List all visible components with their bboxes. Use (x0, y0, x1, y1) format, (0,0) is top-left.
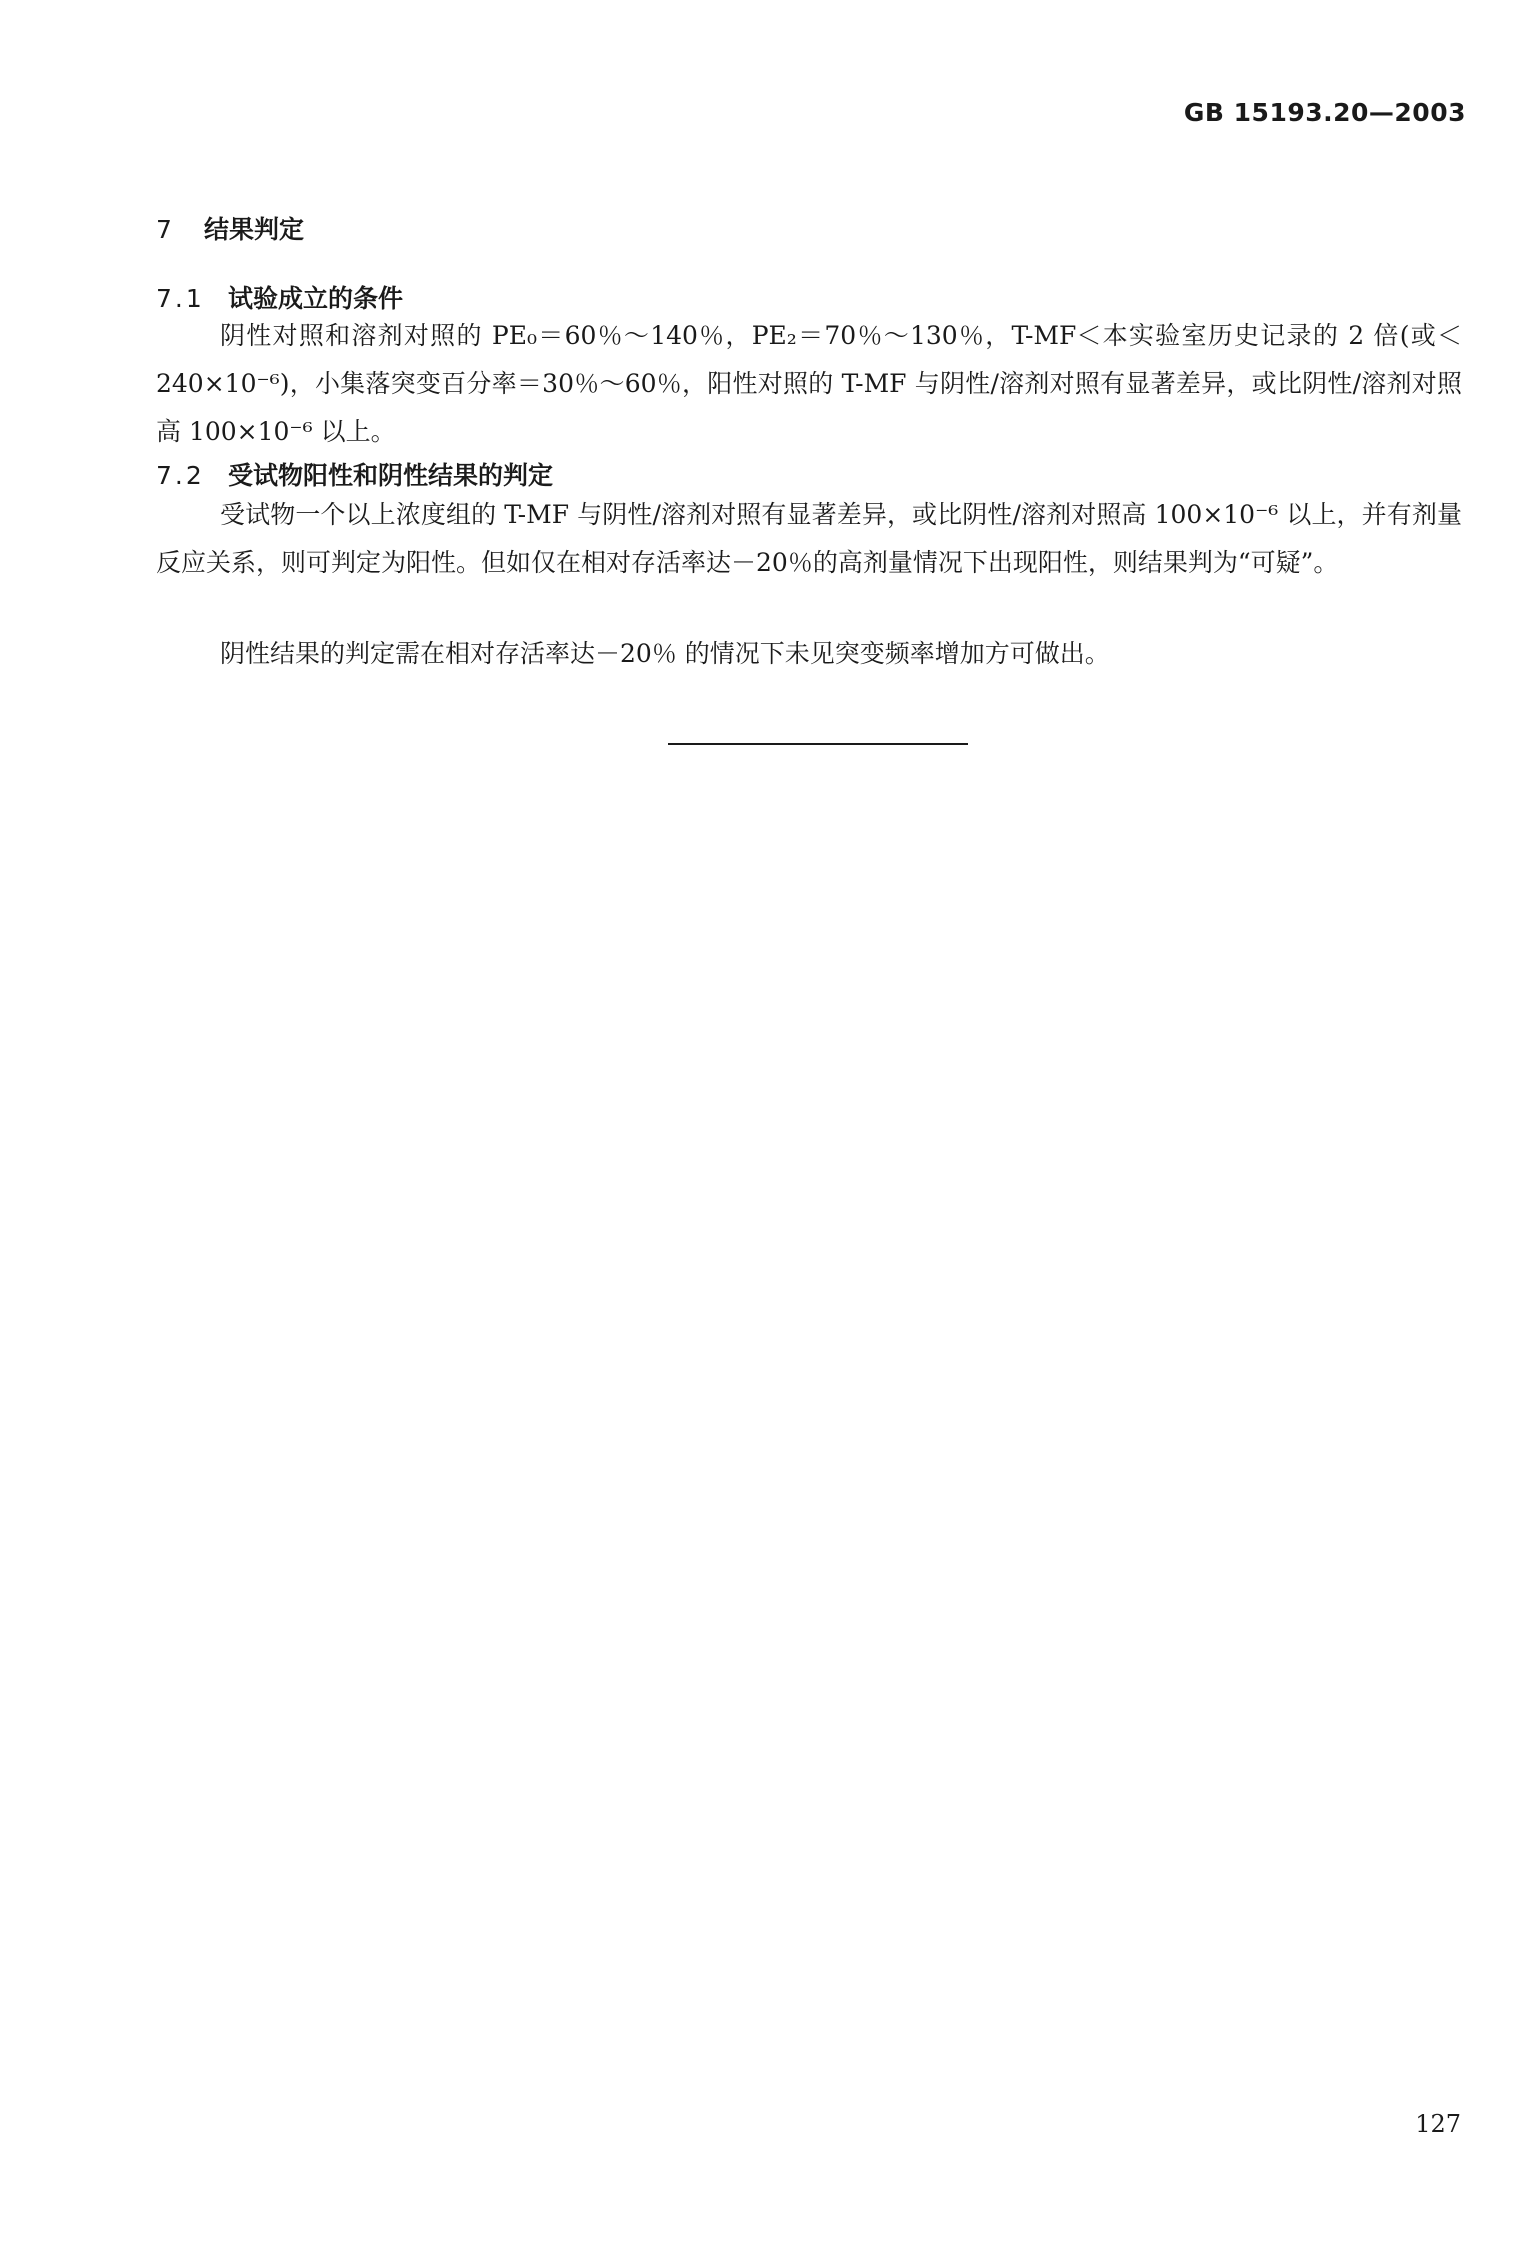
end-rule (668, 743, 968, 745)
section-title: 结果判定 (204, 215, 305, 244)
standard-number: GB 15193.20—2003 (1183, 98, 1466, 127)
paragraph: 受试物一个以上浓度组的 T-MF 与阴性/溶剂对照有显著差异，或比阴性/溶剂对照高 100×10⁻⁶ 以上，并有剂量反应关系，则可判定为阳性。但如仅在相对存活率达－20％的高剂量情况下出现阳性，则结果判为“可疑”。 (156, 500, 1462, 577)
subsection-number: 7.2 (156, 461, 205, 490)
paragraph: 阴性对照和溶剂对照的 PE₀＝60％～140％，PE₂＝70％～130％，T-MF＜本实验室历史记录的 2 倍(或＜240×10⁻⁶)，小集落突变百分率＝30％～60％，阳性对照的 T-MF 与阴性/溶剂对照有显著差异，或比阴性/溶剂对照高 100×10⁻⁶ 以上。 (156, 321, 1462, 446)
subsection-title: 受试物阳性和阴性结果的判定 (228, 461, 554, 490)
subsection-number: 7.1 (156, 284, 205, 313)
subsection-heading-7-2 (156, 456, 553, 492)
paragraph: 阴性结果的判定需在相对存活率达－20％ 的情况下未见突变频率增加方可做出。 (220, 639, 1110, 668)
subsection-heading-7-1 (156, 279, 403, 315)
page-number: 127 (1415, 2110, 1461, 2138)
section-number: 7 (156, 215, 175, 244)
subsection-title: 试验成立的条件 (228, 284, 404, 313)
section-heading (156, 210, 304, 246)
